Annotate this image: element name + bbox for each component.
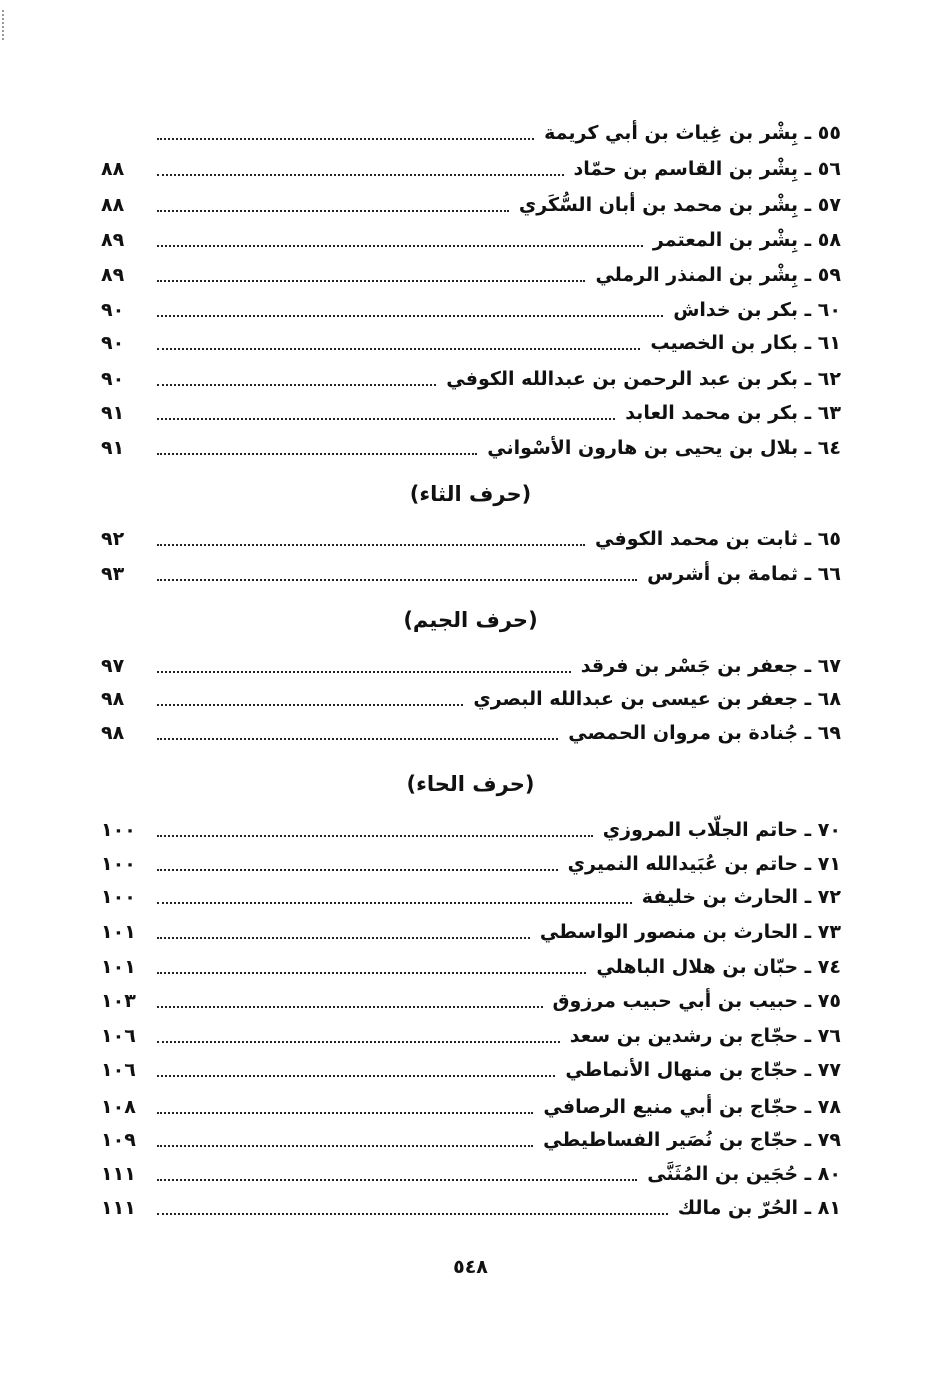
leader-dots [157,1112,533,1114]
entry-title: ٥٥ ـ بِشْر بن غِياث بن أبي كريمة [544,122,841,144]
index-entry [101,1125,841,1155]
entry-page-number: ٩٨ [101,688,125,710]
entry-page-number: ٩٠ [101,299,125,321]
entry-title: ٦٥ ـ ثابت بن محمد الكوفي [595,528,841,550]
index-entry [101,815,841,845]
entry-title: ٥٨ ـ بِشْر بن المعتمر [652,229,841,251]
entry-title: ٥٧ ـ بِشْر بن محمد بن أبان السُّكَري [518,194,841,216]
leader-dots [157,210,509,212]
leader-dots [157,1041,560,1043]
index-entry [101,1193,841,1223]
leader-dots [157,315,663,317]
entry-page-number: ١٠٨ [101,1096,136,1118]
leader-dots [157,704,463,706]
entry-page-number: ١٠٩ [101,1129,136,1151]
leader-dots [157,384,436,386]
index-entry [101,364,841,394]
leader-dots [157,418,615,420]
entry-page-number: ٩٣ [101,563,125,585]
index-entry [101,524,841,554]
index-entry [101,952,841,982]
leader-dots [157,245,643,247]
entry-title: ٥٩ ـ بِشْر بن المنذر الرملي [595,264,841,286]
index-entry [101,917,841,947]
leader-dots [157,348,640,350]
leader-dots [157,869,558,871]
entry-title: ٦١ ـ بكار بن الخصيب [650,332,841,354]
entry-title: ٦٩ ـ جُنادة بن مروان الحمصي [568,722,841,744]
entry-page-number: ٩٨ [101,722,125,744]
leader-dots [157,902,632,904]
page-number: ٥٤٨ [453,1256,488,1278]
section-heading: (حرف الحاء) [406,772,535,796]
index-entry [101,718,841,748]
entry-title: ٧٧ ـ حجّاج بن منهال الأنماطي [565,1059,841,1081]
entry-title: ٧٩ ـ حجّاج بن نُصَير الفساطيطي [543,1129,841,1151]
index-entry [101,849,841,879]
leader-dots [157,453,477,455]
index-entry [101,118,841,148]
index-entry [101,684,841,714]
leader-dots [157,579,637,581]
entry-page-number: ١١١ [101,1197,136,1219]
entry-title: ٨١ ـ الحُرّ بن مالك [677,1197,841,1219]
leader-dots [157,1145,533,1147]
leader-dots [157,174,564,176]
entry-title: ٥٦ ـ بِشْر بن القاسم بن حمّاد [573,158,841,180]
entry-page-number: ٩٢ [101,528,125,550]
section-heading: (حرف الجيم) [403,608,538,632]
entry-page-number: ١٠٠ [101,853,136,875]
index-entry [101,1092,841,1122]
entry-title: ٦٣ ـ بكر بن محمد العابد [625,402,841,424]
index-entry [101,225,841,255]
entry-page-number: ٩٧ [101,655,125,677]
index-entry [101,1021,841,1051]
scan-edge-mark [2,10,7,40]
index-entry [101,1159,841,1189]
entry-page-number: ٩٠ [101,368,125,390]
index-entry [101,260,841,290]
entry-page-number: ٨٨ [101,194,125,216]
entry-page-number: ٨٨ [101,158,125,180]
entry-page-number: ١١١ [101,1163,136,1185]
leader-dots [157,671,571,673]
leader-dots [157,1006,543,1008]
entry-page-number: ٨٩ [101,229,125,251]
leader-dots [157,835,593,837]
entry-page-number: ٩٠ [101,332,125,354]
entry-page-number: ١٠١ [101,921,136,943]
entry-title: ٧١ ـ حاتم بن عُبَيدالله النميري [567,853,841,875]
entry-title: ٦٨ ـ جعفر بن عيسى بن عبدالله البصري [473,688,841,710]
entry-title: ٦٠ ـ بكر بن خداش [673,299,841,321]
leader-dots [157,138,534,140]
entry-page-number: ٨٩ [101,264,125,286]
entry-title: ٦٧ ـ جعفر بن جَسْر بن فرقد [580,655,841,677]
leader-dots [157,937,530,939]
entry-title: ٧٣ ـ الحارث بن منصور الواسطي [539,921,841,943]
entry-page-number: ١٠٠ [101,819,136,841]
leader-dots [157,972,586,974]
leader-dots [157,280,585,282]
entry-page-number: ١٠٦ [101,1059,136,1081]
index-entry [101,559,841,589]
leader-dots [157,1179,637,1181]
leader-dots [157,1075,555,1077]
index-entry [101,986,841,1016]
index-entry [101,651,841,681]
leader-dots [157,544,585,546]
entry-page-number: ٩١ [101,402,125,424]
leader-dots [157,738,558,740]
index-entry [101,295,841,325]
entry-title: ٦٤ ـ بلال بن يحيى بن هارون الأسْواني [487,437,841,459]
entry-page-number: ١٠٦ [101,1025,136,1047]
entry-title: ٧٨ ـ حجّاج بن أبي منيع الرصافي [543,1096,841,1118]
entry-title: ٧٤ ـ حبّان بن هلال الباهلي [596,956,841,978]
entry-page-number: ٩١ [101,437,125,459]
index-entry [101,190,841,220]
entry-title: ٦٢ ـ بكر بن عبد الرحمن بن عبدالله الكوفي [446,368,841,390]
entry-title: ٨٠ ـ حُجَين بن المُثَنَّى [647,1163,841,1185]
index-entry [101,1055,841,1085]
entry-page-number: ١٠١ [101,956,136,978]
index-entry [101,328,841,358]
entry-title: ٧٠ ـ حاتم الجلّاب المروزي [602,819,841,841]
leader-dots [157,1213,668,1215]
index-entry [101,398,841,428]
entry-title: ٧٢ ـ الحارث بن خليفة [641,886,841,908]
index-entry [101,154,841,184]
section-heading: (حرف الثاء) [409,482,532,506]
entry-title: ٧٦ ـ حجّاج بن رشدين بن سعد [569,1025,841,1047]
entry-page-number: ١٠٠ [101,886,136,908]
index-entry [101,433,841,463]
entry-title: ٧٥ ـ حبيب بن أبي حبيب مرزوق [552,990,841,1012]
entry-page-number: ١٠٣ [101,990,136,1012]
index-entry [101,882,841,912]
entry-title: ٦٦ ـ ثمامة بن أشرس [647,563,841,585]
